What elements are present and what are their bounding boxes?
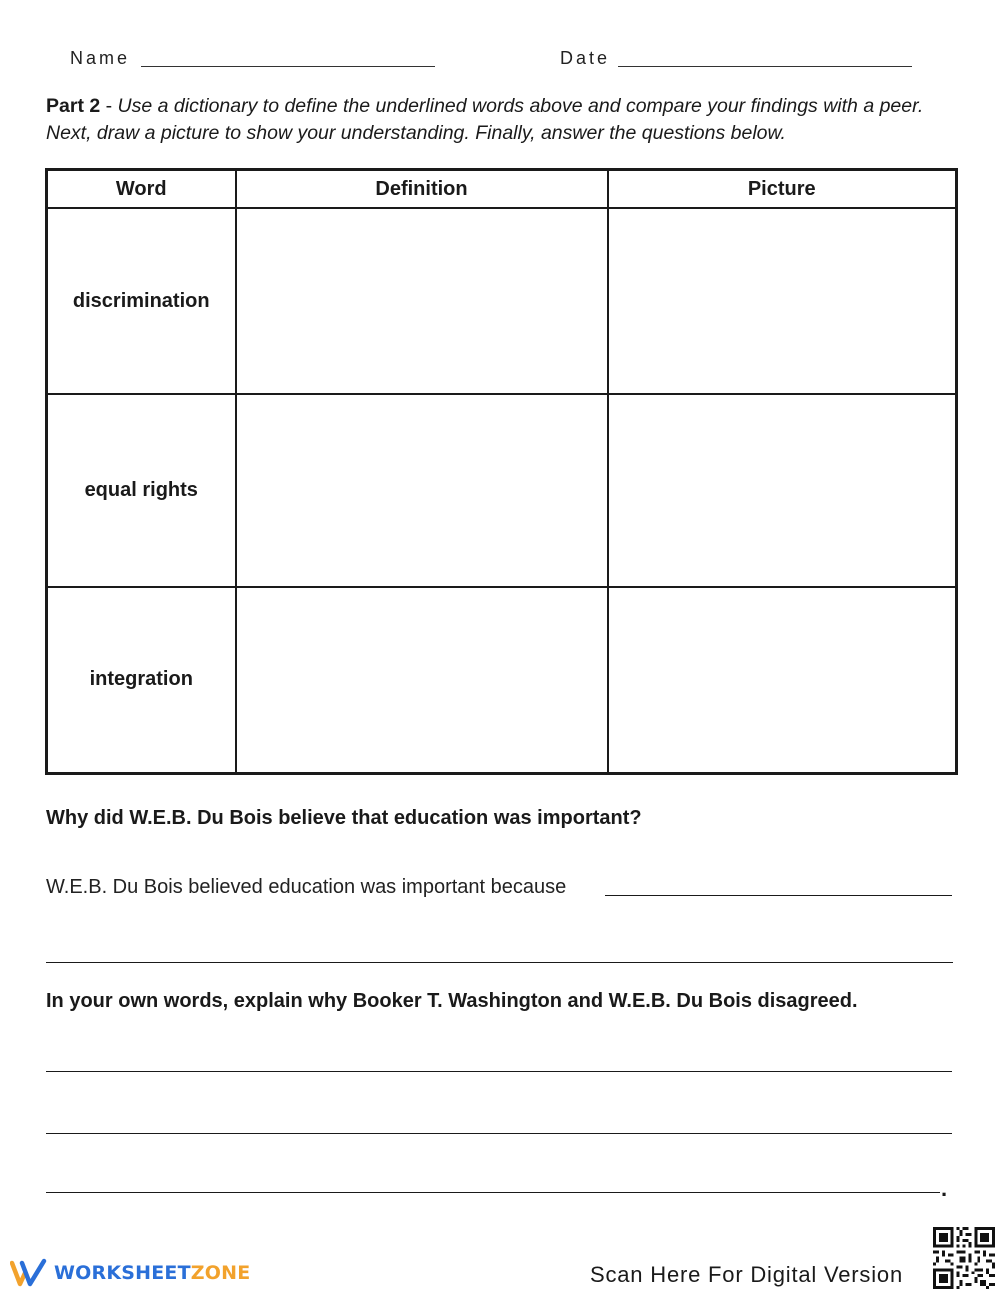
word-cell: equal rights [47,394,236,587]
logo-text [54,1262,250,1284]
table-row [47,394,957,587]
table-header-row [47,170,957,209]
worksheetzone-logo[interactable] [10,1258,250,1288]
header-definition: Definition [236,170,608,209]
answer-period: . [941,1176,948,1201]
instructions-text: Use a dictionary to define the underlined words above and compare your findings with a peer. Next, draw a picture to show your understanding. Finally, answer the questions below. [46,95,924,144]
answer-1-line[interactable] [46,962,953,963]
definition-cell[interactable] [236,587,608,773]
name-field-line[interactable] [141,66,435,67]
picture-cell[interactable] [608,587,957,773]
scan-text: Scan Here For Digital Version [590,1262,903,1287]
name-label: Name [70,48,131,68]
word-cell: discrimination [47,208,236,394]
worksheetzone-logo-icon [10,1258,48,1288]
question-2: In your own words, explain why Booker T. Washington and W.E.B. Du Bois disagreed. [46,990,858,1012]
table-row [47,208,957,394]
answer-2-line[interactable] [46,1192,940,1193]
definition-cell[interactable] [236,208,608,394]
header-word: Word [47,170,236,209]
date-label: Date [560,48,611,68]
instructions [46,93,946,147]
picture-cell[interactable] [608,394,957,587]
definition-cell[interactable] [236,394,608,587]
date-field-line[interactable] [618,66,912,67]
logo-word-zone: ZONE [190,1262,251,1284]
answer-1-prompt: W.E.B. Du Bois believed education was important because [46,876,567,898]
vocabulary-table [45,168,958,775]
picture-cell[interactable] [608,208,957,394]
header-picture: Picture [608,170,957,209]
question-1: Why did W.E.B. Du Bois believe that education was important? [46,807,642,829]
part-label: Part 2 [46,95,101,117]
answer-1-line[interactable] [605,895,952,896]
answer-2-line[interactable] [46,1071,952,1072]
logo-word-worksheet: WORKSHEET [54,1262,191,1284]
answer-2-line[interactable] [46,1133,952,1134]
table-row [47,587,957,773]
qr-code-icon[interactable] [933,1227,995,1289]
instructions-separator: - [100,95,118,117]
word-cell: integration [47,587,236,773]
